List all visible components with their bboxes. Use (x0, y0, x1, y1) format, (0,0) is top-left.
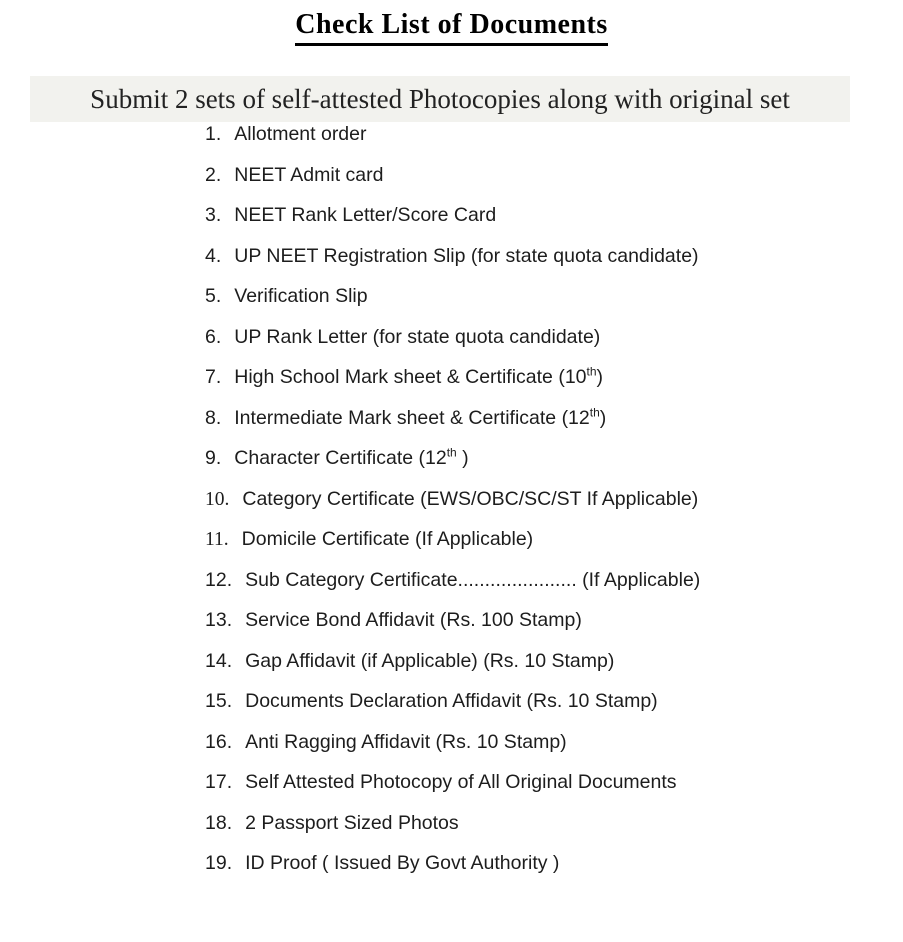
item-text-main: Verification Slip (234, 285, 368, 307)
item-text-main: Documents Declaration Affidavit (Rs. 10 Stamp) (245, 690, 658, 712)
list-item (205, 445, 903, 469)
item-number: 11. (205, 529, 229, 550)
item-text-main: NEET Admit card (234, 163, 384, 186)
item-number: 15. (205, 690, 233, 712)
item-text-main: Domicile Certificate (If Applicable) (241, 528, 534, 550)
subtitle-text: Submit 2 sets of self-attested Photocopies along with original set (90, 83, 790, 114)
item-text (245, 692, 658, 712)
list-item (205, 487, 903, 510)
item-text-main: Service Bond Affidavit (Rs. 100 Stamp) (245, 609, 582, 631)
list-item (205, 405, 903, 429)
item-text-main: Sub Category Certificate...................... (If Applicable) (245, 568, 701, 591)
item-text-superscript: th (586, 364, 597, 379)
item-text-post: ) (596, 366, 604, 388)
item-text-main: Intermediate Mark sheet & Certificate (12 (234, 406, 590, 429)
item-number: 2. (205, 163, 222, 186)
item-text (234, 206, 496, 226)
item-number: 6. (205, 325, 222, 348)
item-number: 3. (205, 204, 222, 226)
item-number: 7. (205, 366, 222, 388)
item-text (234, 325, 601, 348)
item-number: 14. (205, 649, 233, 672)
item-text-superscript: th (589, 405, 600, 419)
item-text-post: ) (599, 406, 607, 429)
item-text (234, 244, 699, 267)
item-text (245, 811, 459, 834)
list-item (205, 730, 903, 753)
item-text (245, 854, 559, 874)
list-item (205, 611, 903, 631)
item-text (234, 125, 366, 145)
item-number: 4. (205, 244, 222, 267)
page-title: Check List of Documents (295, 8, 608, 46)
item-text-main: Anti Ragging Affidavit (Rs. 10 Stamp) (245, 730, 567, 753)
item-text-main: ID Proof ( Issued By Govt Authority ) (245, 852, 560, 874)
item-text (245, 611, 582, 631)
list-item (205, 530, 903, 550)
list-item (205, 325, 903, 348)
item-text (234, 287, 367, 307)
item-text-main: Self Attested Photocopy of All Original Documents (245, 771, 677, 793)
item-number: 1. (205, 123, 222, 145)
list-item (205, 854, 903, 874)
list-item (205, 364, 903, 388)
item-text-main: 2 Passport Sized Photos (245, 811, 459, 834)
list-item (205, 811, 903, 834)
item-text (234, 405, 607, 429)
item-text-main: Gap Affidavit (if Applicable) (Rs. 10 Stamp) (245, 649, 615, 672)
item-text (234, 163, 384, 186)
item-text-superscript: th (446, 445, 457, 460)
item-text (234, 364, 604, 388)
title-container (0, 0, 903, 46)
item-text-main: Character Certificate (12 (234, 447, 447, 469)
list-item (205, 773, 903, 793)
item-text-main: Category Certificate (EWS/OBC/SC/ST If Applicable) (242, 487, 699, 510)
item-text-main: NEET Rank Letter/Score Card (234, 204, 497, 226)
item-number: 9. (205, 447, 222, 469)
item-text-main: UP Rank Letter (for state quota candidate) (234, 325, 601, 348)
item-number: 17. (205, 771, 233, 793)
item-text (245, 568, 701, 591)
subtitle-highlight-band (30, 76, 850, 122)
item-text-main: UP NEET Registration Slip (for state quota candidate) (234, 244, 699, 267)
item-text (242, 530, 534, 550)
item-number: 12. (205, 568, 233, 591)
item-number: 16. (205, 730, 233, 753)
list-item (205, 287, 903, 307)
item-number: 5. (205, 285, 222, 307)
item-text (245, 773, 676, 793)
list-item (205, 244, 903, 267)
list-item (205, 206, 903, 226)
item-text (245, 649, 615, 672)
list-item (205, 649, 903, 672)
item-number: 8. (205, 406, 222, 429)
list-item (205, 692, 903, 712)
item-number: 13. (205, 609, 233, 631)
item-text (242, 487, 699, 510)
item-text-main: Allotment order (234, 123, 367, 145)
item-text (234, 445, 469, 469)
list-item (205, 163, 903, 186)
list-item (205, 568, 903, 591)
item-text-post: ) (456, 447, 469, 469)
document-list (0, 125, 903, 874)
list-item (205, 125, 903, 145)
item-number: 19. (205, 852, 233, 874)
item-number: 18. (205, 811, 233, 834)
item-number: 10. (205, 488, 230, 510)
item-text (245, 730, 567, 753)
item-text-main: High School Mark sheet & Certificate (10 (234, 366, 587, 388)
